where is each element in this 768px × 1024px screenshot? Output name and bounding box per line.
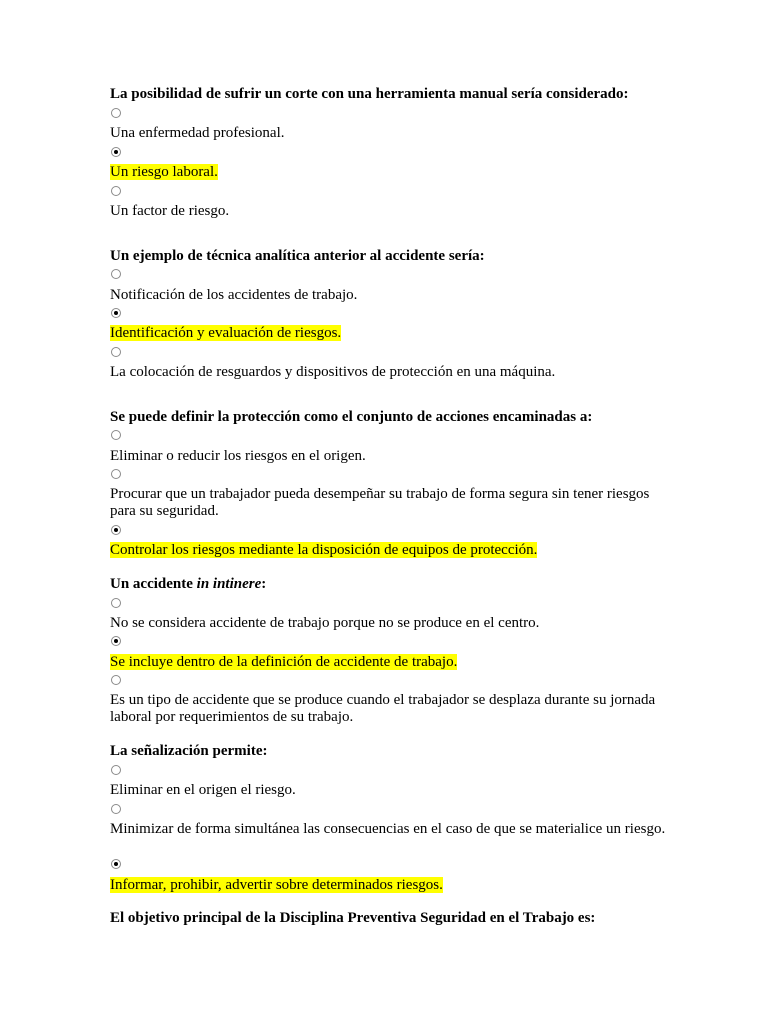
question-4-text: Un accidente in intinere: (110, 576, 267, 592)
q1-option-2-label: Un riesgo laboral. (110, 164, 218, 180)
radio-q3-option-2[interactable] (111, 469, 121, 479)
radio-q1-option-1[interactable] (111, 108, 121, 118)
radio-q3-option-3[interactable] (111, 525, 121, 535)
q2-option-2-label: Identificación y evaluación de riesgos. (110, 325, 342, 341)
q4-option-1-label: No se considera accidente de trabajo porque no se produce en el centro. (110, 615, 540, 631)
radio-q4-option-3[interactable] (111, 675, 121, 685)
radio-q1-option-3[interactable] (111, 186, 121, 196)
q3-option-3-label: Controlar los riesgos mediante la disposición de equipos de protección. (110, 542, 538, 558)
question-1-text: La posibilidad de sufrir un corte con una herramienta manual sería considerado: (110, 86, 629, 102)
question-5-text: La señalización permite: (110, 743, 268, 759)
question-6-text: El objetivo principal de la Disciplina Preventiva Seguridad en el Trabajo es: (110, 910, 596, 926)
q5-option-1-label: Eliminar en el origen el riesgo. (110, 782, 296, 798)
q4-option-3-label: Es un tipo de accidente que se produce cuando el trabajador se desplaza durante su jornada laboral por requerimientos de su trabajo. (110, 692, 656, 725)
q1-option-1-label: Una enfermedad profesional. (110, 125, 285, 141)
question-3-text: Se puede definir la protección como el conjunto de acciones encaminadas a: (110, 409, 593, 425)
radio-q2-option-1[interactable] (111, 269, 121, 279)
radio-q4-option-1[interactable] (111, 598, 121, 608)
radio-q2-option-3[interactable] (111, 347, 121, 357)
q2-option-3-label: La colocación de resguardos y dispositivos de protección en una máquina. (110, 364, 556, 380)
radio-q5-option-1[interactable] (111, 765, 121, 775)
q5-option-2-label: Minimizar de forma simultánea las consecuencias en el caso de que se materialice un riesgo. (110, 821, 666, 837)
q2-option-1-label: Notificación de los accidentes de trabajo. (110, 287, 358, 303)
radio-q5-option-2[interactable] (111, 804, 121, 814)
radio-q2-option-2[interactable] (111, 308, 121, 318)
radio-q5-option-3[interactable] (111, 859, 121, 869)
question-2-text: Un ejemplo de técnica analítica anterior al accidente sería: (110, 248, 485, 264)
q5-option-3-label: Informar, prohibir, advertir sobre determinados riesgos. (110, 877, 443, 893)
radio-q4-option-2[interactable] (111, 636, 121, 646)
radio-q3-option-1[interactable] (111, 430, 121, 440)
q4-option-2-label: Se incluye dentro de la definición de accidente de trabajo. (110, 654, 458, 670)
q3-option-1-label: Eliminar o reducir los riesgos en el origen. (110, 448, 366, 464)
q3-option-2-label: Procurar que un trabajador pueda desempeñar su trabajo de forma segura sin tener riesgos para su seguridad. (110, 486, 650, 519)
radio-q1-option-2[interactable] (111, 147, 121, 157)
q1-option-3-label: Un factor de riesgo. (110, 203, 230, 219)
